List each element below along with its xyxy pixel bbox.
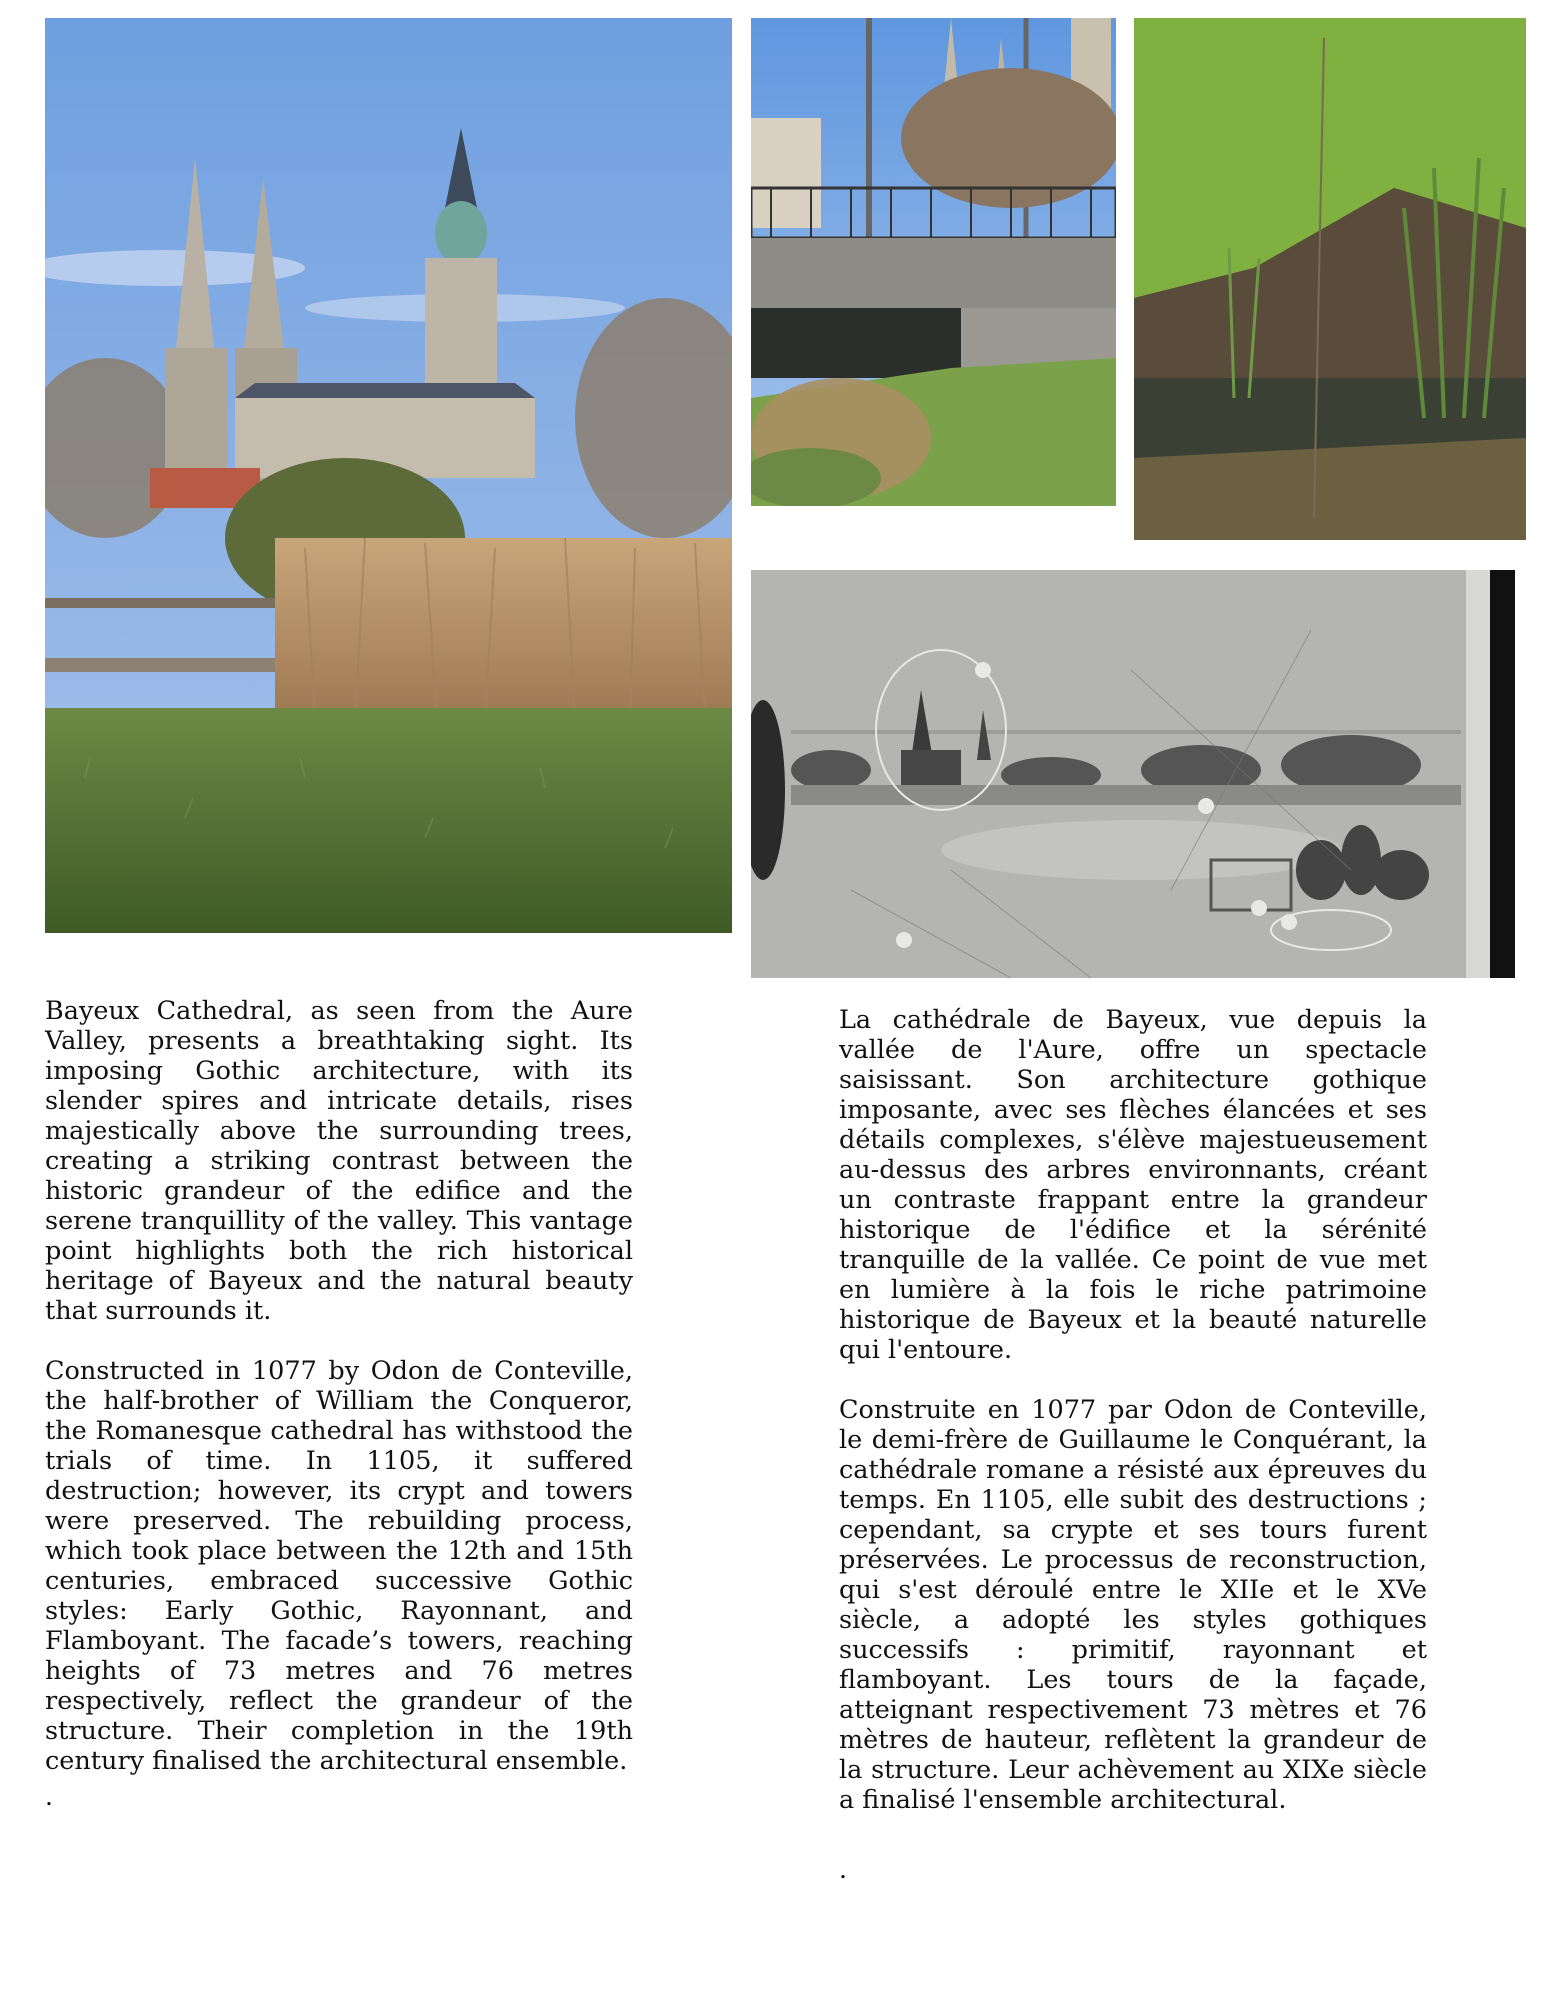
french-paragraph-2: Construite en 1077 par Odon de Conteville, le demi-frère de Guillaume le Conquérant, la cathédrale romane a résisté aux épreuves du temps. En 1105, elle subit des destructions ; cependant, sa crypte et ses tours furent préservées. Le processus de reconstruction, qui s'est déroulé entre le XIIe et le XVe siècle, a adopté les styles gothiques successifs : primitif, rayonnant et flamboyant. Les tours de la façade, atteignant respectivement 73 mètres et 76 mètres de hauteur, reflètent la grandeur de la structure. Leur achèvement au XIXe siècle a finalisé l'ensemble architectural. bbox=[839, 1395, 1427, 1815]
bridge-photo bbox=[751, 18, 1116, 506]
english-paragraph-2: Constructed in 1077 by Odon de Conteville, the half-brother of William the Conqueror, the Romanesque cathedral has withstood the trials of time. In 1105, it suffered destruction; however, its crypt and towers were preserved. The rebuilding process, which took place between the 12th and 15th centuries, embraced successive Gothic styles: Early Gothic, Rayonnant, and Flamboyant. The facade’s towers, reaching heights of 73 metres and 76 metres respectively, reflect the grandeur of the structure. Their completion in the 19th century finalised the architectural ensemble. bbox=[45, 1356, 633, 1776]
english-paragraph-1: Bayeux Cathedral, as seen from the Aure Valley, presents a breathtaking sight. Its imposing Gothic architecture, with its slender spires and intricate details, rises majestically above the surrounding trees, creating a striking contrast between the historic grandeur of the edifice and the serene tranquillity of the valley. This vantage point highlights both the rich historical heritage of Bayeux and the natural beauty that surrounds it. bbox=[45, 996, 633, 1326]
french-paragraph-1: La cathédrale de Bayeux, vue depuis la vallée de l'Aure, offre un spectacle saisissant. Son architecture gothique imposante, avec ses flèches élancées et ses détails complexes, s'élève majestueusement au-dessus des arbres environnants, créant un contraste frappant entre la grandeur historique de l'édifice et la sérénité tranquille de la vallée. Ce point de vue met en lumière à la fois le riche patrimoine historique de Bayeux et la beauté naturelle qui l'entoure. bbox=[839, 1005, 1427, 1365]
engraving-panel-photo bbox=[751, 570, 1515, 978]
cathedral-photo bbox=[45, 18, 732, 933]
english-trailing-dot: . bbox=[45, 1782, 53, 1811]
french-trailing-dot: . bbox=[839, 1855, 847, 1884]
french-text-column bbox=[839, 1005, 1427, 1845]
english-text-column bbox=[45, 996, 633, 1806]
river-bank-photo bbox=[1134, 18, 1526, 540]
